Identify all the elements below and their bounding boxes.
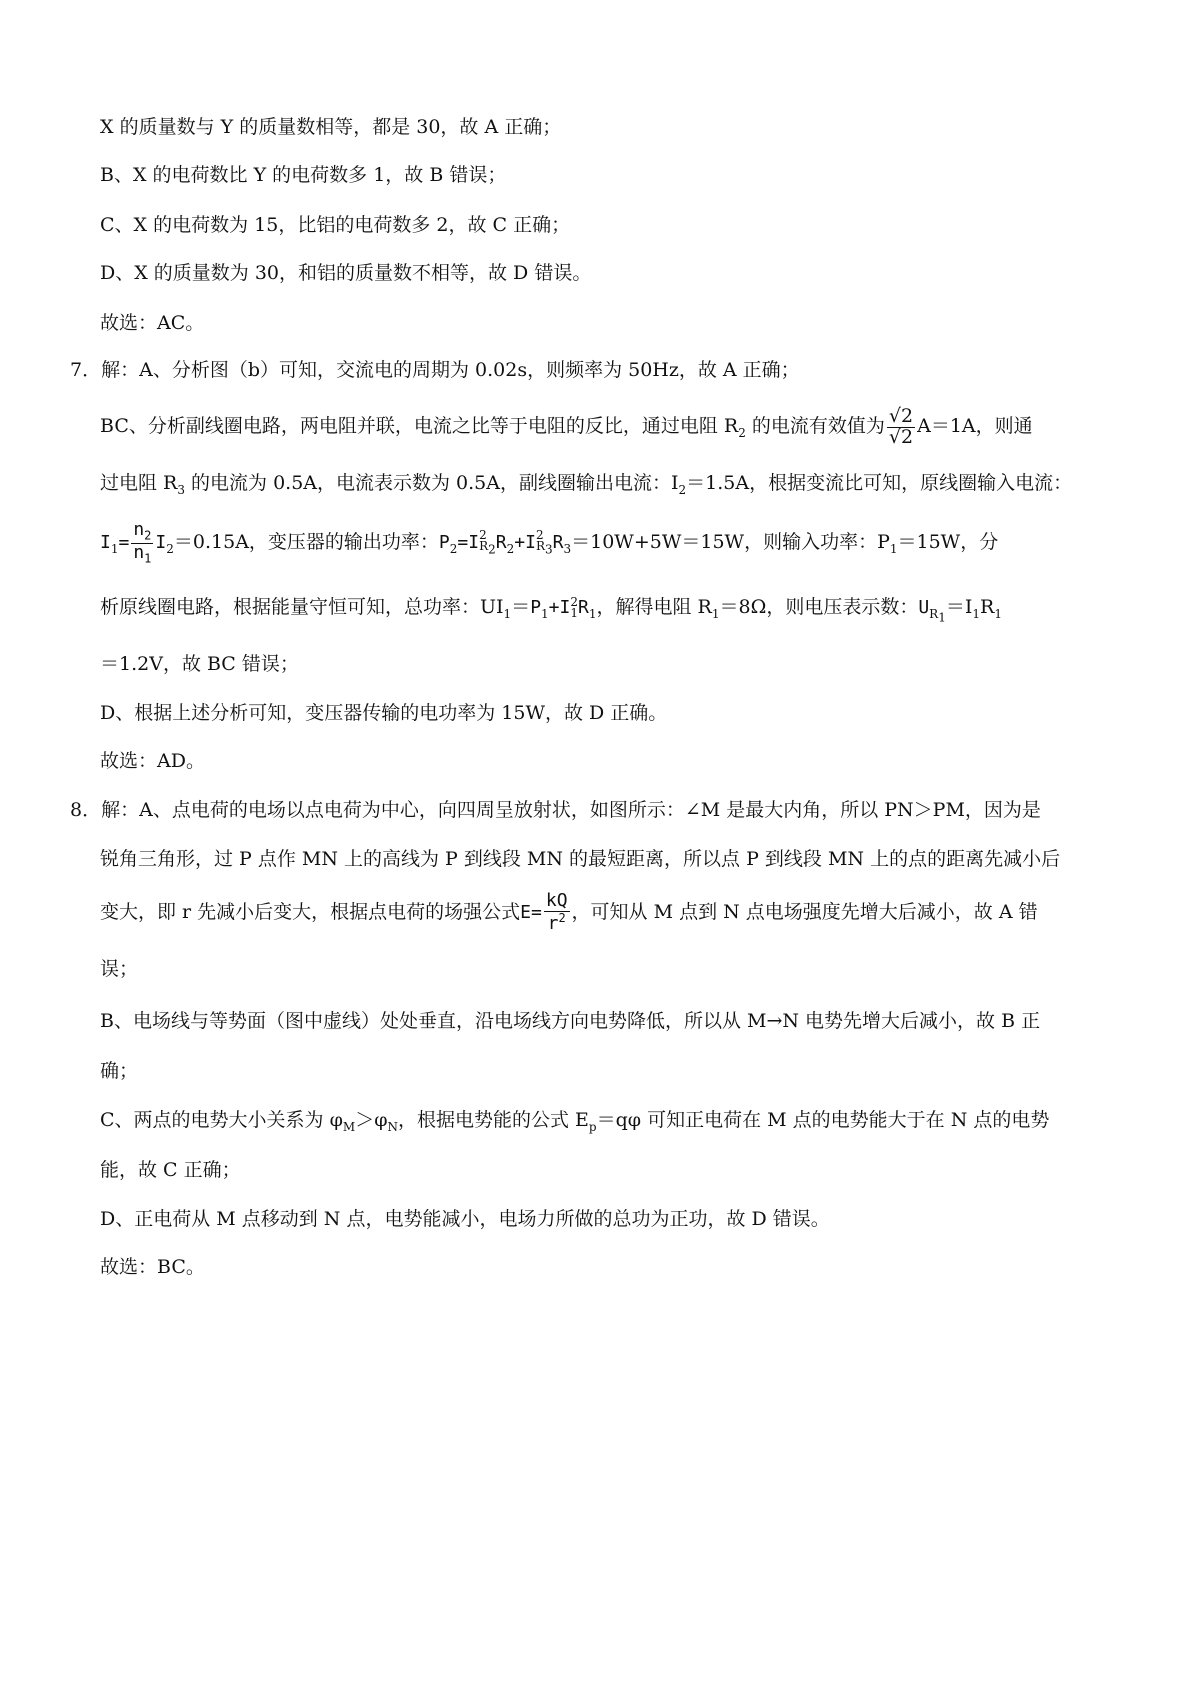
formula-symbol: R (495, 532, 507, 553)
subscript: R1 (929, 606, 946, 625)
text-span: ＝I (945, 596, 973, 618)
text-line: D、X 的质量数为 30，和铝的质量数不相等，故 D 错误。 (100, 262, 592, 284)
subscript: 2 (166, 541, 174, 556)
text-span: 解：A、点电荷的电场以点电荷为中心，向四周呈放射状，如图所示：∠M 是最大内角，所以 PN＞PM，因为是 (101, 799, 1041, 821)
text-line: X 的质量数与 Y 的质量数相等，都是 30，故 A 正确； (100, 116, 562, 138)
text-line: B、X 的电荷数比 Y 的电荷数多 1，故 B 错误； (100, 164, 507, 186)
sup-sub-stack: 2 $R_3$ (535, 527, 553, 557)
text-line: 锐角三角形，过 P 点作 MN 上的高线为 P 到线段 MN 的最短距离，所以点 P 到线段 MN 上的点的距离先减小后 (100, 848, 1061, 870)
fraction-numerator: $n_2$ (133, 519, 152, 543)
text-span: C、两点的电势大小关系为 φ (100, 1109, 343, 1131)
text-line (100, 406, 1140, 453)
question-number: 8． (70, 799, 102, 821)
subscript: 1 (994, 606, 1002, 621)
formula-symbol: P (438, 532, 450, 553)
text-span: ＝8Ω，则电压表示数： (719, 596, 919, 618)
fraction (887, 404, 915, 448)
text-span: ＝15W，分 (897, 531, 999, 553)
question-number: 7． (70, 359, 102, 381)
subscript: M (342, 1119, 356, 1134)
text-span: ，根据电势能的公式 E (398, 1109, 589, 1131)
fraction-numerator: √2 (888, 404, 914, 427)
text-span: 变大，即 r 先减小后变大，根据点电荷的场强公式 (100, 901, 521, 923)
subscript: 3 (563, 541, 572, 556)
formula-symbol: R (578, 597, 589, 618)
text-line: C、X 的电荷数为 15，比铝的电荷数多 2，故 C 正确； (100, 214, 571, 236)
text-line: D、根据上述分析可知，变压器传输的电功率为 15W，故 D 正确。 (100, 702, 668, 724)
subscript: N (387, 1119, 398, 1134)
text-span: BC、分析副线圈电路，两电阻并联，电流之比等于电阻的反比，通过电阻 R (100, 415, 739, 437)
formula-symbol: U (918, 597, 930, 618)
formula-symbol: +I (514, 532, 536, 553)
text-span: 解：A、分析图（b）可知，交流电的周期为 0.02s，则频率为 50Hz，故 A 正确； (101, 359, 800, 381)
text-span: ＝ (511, 596, 531, 618)
text-span: ，可知从 M 点到 N 点电场强度先增大后减小，故 A 错 (571, 901, 1038, 923)
answer-line: 故选：AC。 (100, 312, 205, 334)
subscript: 1 (972, 606, 981, 621)
subscript: 1 (503, 606, 512, 621)
formula-line (100, 890, 1140, 935)
text-line: 误； (100, 958, 139, 980)
question-7-line (70, 356, 1110, 384)
text-span: ，解得电阻 R (596, 596, 712, 618)
text-span: R (980, 596, 995, 618)
sup-sub-stack: 2 $R_2$ (479, 527, 496, 557)
fraction-denominator: √2 (888, 425, 914, 448)
fraction (544, 892, 570, 934)
subscript: 1 (889, 541, 898, 556)
subscript: 2 (738, 425, 746, 440)
subscript: p (588, 1119, 597, 1134)
subscript: 1 (711, 606, 720, 621)
text-span: 的电流有效值为 (745, 415, 885, 437)
text-span: ＝10W+5W＝15W，则输入功率：P (571, 531, 890, 553)
formula-symbol: I (155, 532, 167, 553)
text-span: ＞φ (355, 1109, 388, 1131)
question-8-line (70, 796, 1110, 824)
text-span: 析原线圈电路，根据能量守恒可知，总功率：UI (100, 596, 504, 618)
formula-line (100, 588, 1140, 636)
fraction-denominator: $n_1$ (133, 541, 152, 566)
subscript: 3 (177, 482, 185, 497)
fraction-denominator: $r^2$ (547, 911, 566, 934)
text-line: 能，故 C 正确； (100, 1159, 241, 1181)
text-span: 过电阻 R (100, 472, 178, 494)
subscript: 1 (110, 541, 119, 556)
text-span: ＝1.5A，根据变流比可知，原线圈输入电流： (686, 472, 1073, 494)
subscript: 2 (506, 541, 515, 556)
subscript: 1 (588, 606, 597, 621)
formula-symbol: P (530, 597, 542, 618)
text-line (100, 1106, 1140, 1141)
sup-sub-stack: 2 1 (570, 594, 578, 620)
fraction-numerator: kQ (545, 890, 568, 912)
formula-line (100, 520, 1140, 571)
text-span: ＝qφ 可知正电荷在 M 点的电势能大于在 N 点的电势 (596, 1109, 1050, 1131)
formula-symbol: E= (520, 902, 542, 923)
subscript: 2 (449, 541, 458, 556)
formula-symbol: I (100, 532, 111, 553)
answer-line: 故选：BC。 (100, 1256, 205, 1278)
answer-line: 故选：AD。 (100, 750, 205, 772)
text-line (100, 469, 1140, 504)
text-span: A＝1A，则通 (917, 415, 1033, 437)
text-line: B、电场线与等势面（图中虚线）处处垂直，沿电场线方向电势降低，所以从 M→N 电势先增大后减小，故 B 正 (100, 1010, 1041, 1032)
text-span: 的电流为 0.5A，电流表示数为 0.5A，副线圈输出电流：I (185, 472, 679, 494)
text-line: ＝1.2V，故 BC 错误； (100, 653, 299, 675)
formula-symbol: +I (548, 597, 571, 618)
text-line: D、正电荷从 M 点移动到 N 点，电势能减小，电场力所做的总功为正功，故 D 错误。 (100, 1208, 830, 1230)
subscript: 1 (541, 606, 549, 621)
fraction (131, 521, 153, 564)
formula-symbol: R (552, 532, 564, 553)
text-span: ＝0.15A，变压器的输出功率： (173, 531, 439, 553)
formula-symbol: = (118, 532, 130, 553)
text-line: 确； (100, 1060, 139, 1082)
formula-symbol: =I (457, 532, 480, 553)
subscript: 2 (678, 482, 687, 497)
